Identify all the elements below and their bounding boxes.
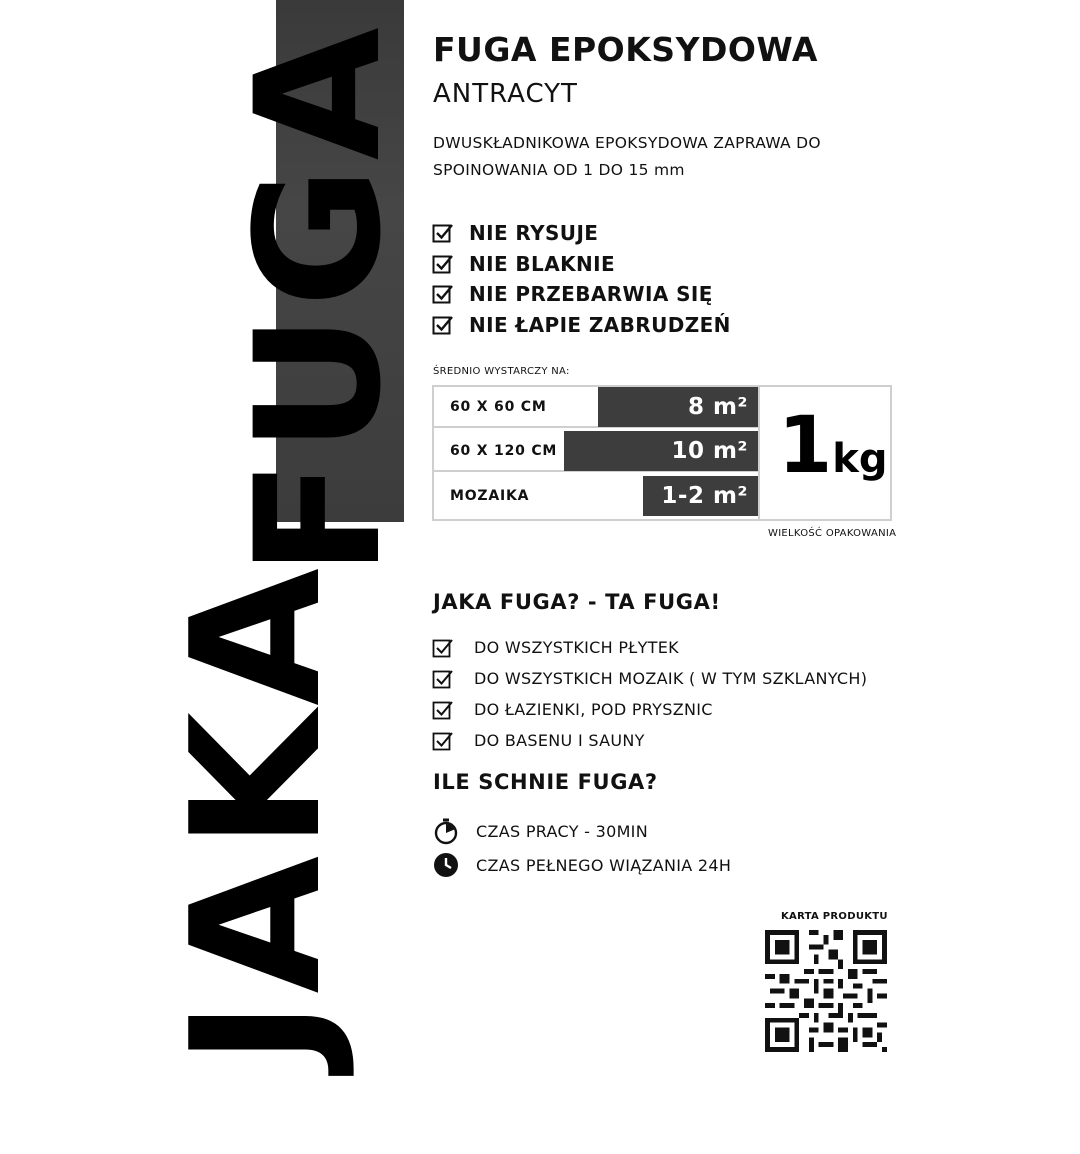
coverage-bar [598, 387, 758, 427]
drying-item [432, 814, 731, 848]
product-title: FUGA EPOKSYDOWA [433, 30, 818, 69]
coverage-label: ŚREDNIO WYSTARCZY NA: [433, 366, 570, 377]
use-label: DO BASENU I SAUNY [474, 731, 645, 750]
coverage-area: 8 m² [687, 394, 748, 420]
drying-label: CZAS PEŁNEGO WIĄZANIA 24H [476, 855, 732, 875]
coverage-area: 10 m² [671, 438, 748, 464]
use-item [432, 632, 867, 663]
coverage-row [434, 387, 758, 428]
use-label: DO WSZYSTKICH MOZAIK ( W TYM SZKLANYCH) [474, 669, 868, 688]
use-item [432, 694, 867, 725]
package-size [778, 401, 888, 491]
qr-code-icon[interactable] [765, 930, 887, 1052]
use-label: DO WSZYSTKICH PŁYTEK [474, 638, 679, 657]
checkbox-check-icon [432, 283, 454, 305]
drying-item [432, 848, 731, 882]
drying-heading: ILE SCHNIE FUGA? [433, 770, 658, 794]
qr-label: KARTA PRODUKTU [781, 911, 888, 922]
coverage-bar [643, 476, 758, 516]
feature-list [432, 218, 731, 340]
stopwatch-icon [432, 817, 460, 845]
checkbox-check-icon [432, 668, 454, 690]
tile-size: 60 X 120 CM [450, 443, 558, 459]
coverage-table [432, 385, 892, 521]
uses-list [432, 632, 867, 756]
brand-word-jaka: JAKA [153, 562, 360, 1066]
feature-label: NIE PRZEBARWIA SIĘ [469, 282, 713, 307]
coverage-bar [564, 431, 758, 471]
product-color: ANTRACYT [433, 79, 578, 109]
drying-label: CZAS PRACY - 30MIN [476, 821, 648, 841]
feature-item [432, 249, 731, 280]
package-unit: kg [832, 436, 888, 482]
table-divider [758, 387, 760, 519]
feature-label: NIE RYSUJE [469, 221, 599, 246]
feature-label: NIE ŁAPIE ZABRUDZEŃ [469, 312, 731, 337]
tile-size: 60 X 60 CM [450, 399, 547, 415]
use-item [432, 663, 867, 694]
use-item [432, 725, 867, 756]
checkbox-check-icon [432, 730, 454, 752]
coverage-row [434, 431, 758, 472]
checkbox-check-icon [432, 253, 454, 275]
coverage-area: 1-2 m² [661, 483, 748, 509]
use-label: DO ŁAZIENKI, POD PRYSZNIC [474, 700, 713, 719]
feature-item [432, 218, 731, 249]
uses-heading: JAKA FUGA? - TA FUGA! [433, 590, 721, 614]
brand-word-fuga: FUGA [218, 21, 419, 577]
product-description: DWUSKŁADNIKOWA EPOKSYDOWA ZAPRAWA DO SPOINOWANIA OD 1 DO 15 mm [433, 134, 821, 179]
coverage-row [434, 476, 758, 517]
checkbox-check-icon [432, 637, 454, 659]
checkbox-check-icon [432, 314, 454, 336]
checkbox-check-icon [432, 222, 454, 244]
clock-icon [432, 851, 460, 879]
feature-item [432, 310, 731, 341]
drying-list [432, 814, 731, 882]
checkbox-check-icon [432, 699, 454, 721]
feature-item [432, 279, 731, 310]
package-amount: 1 [778, 401, 831, 491]
package-size-label: WIELKOŚĆ OPAKOWANIA [768, 528, 897, 539]
tile-size: MOZAIKA [450, 488, 530, 504]
feature-label: NIE BLAKNIE [469, 251, 616, 276]
